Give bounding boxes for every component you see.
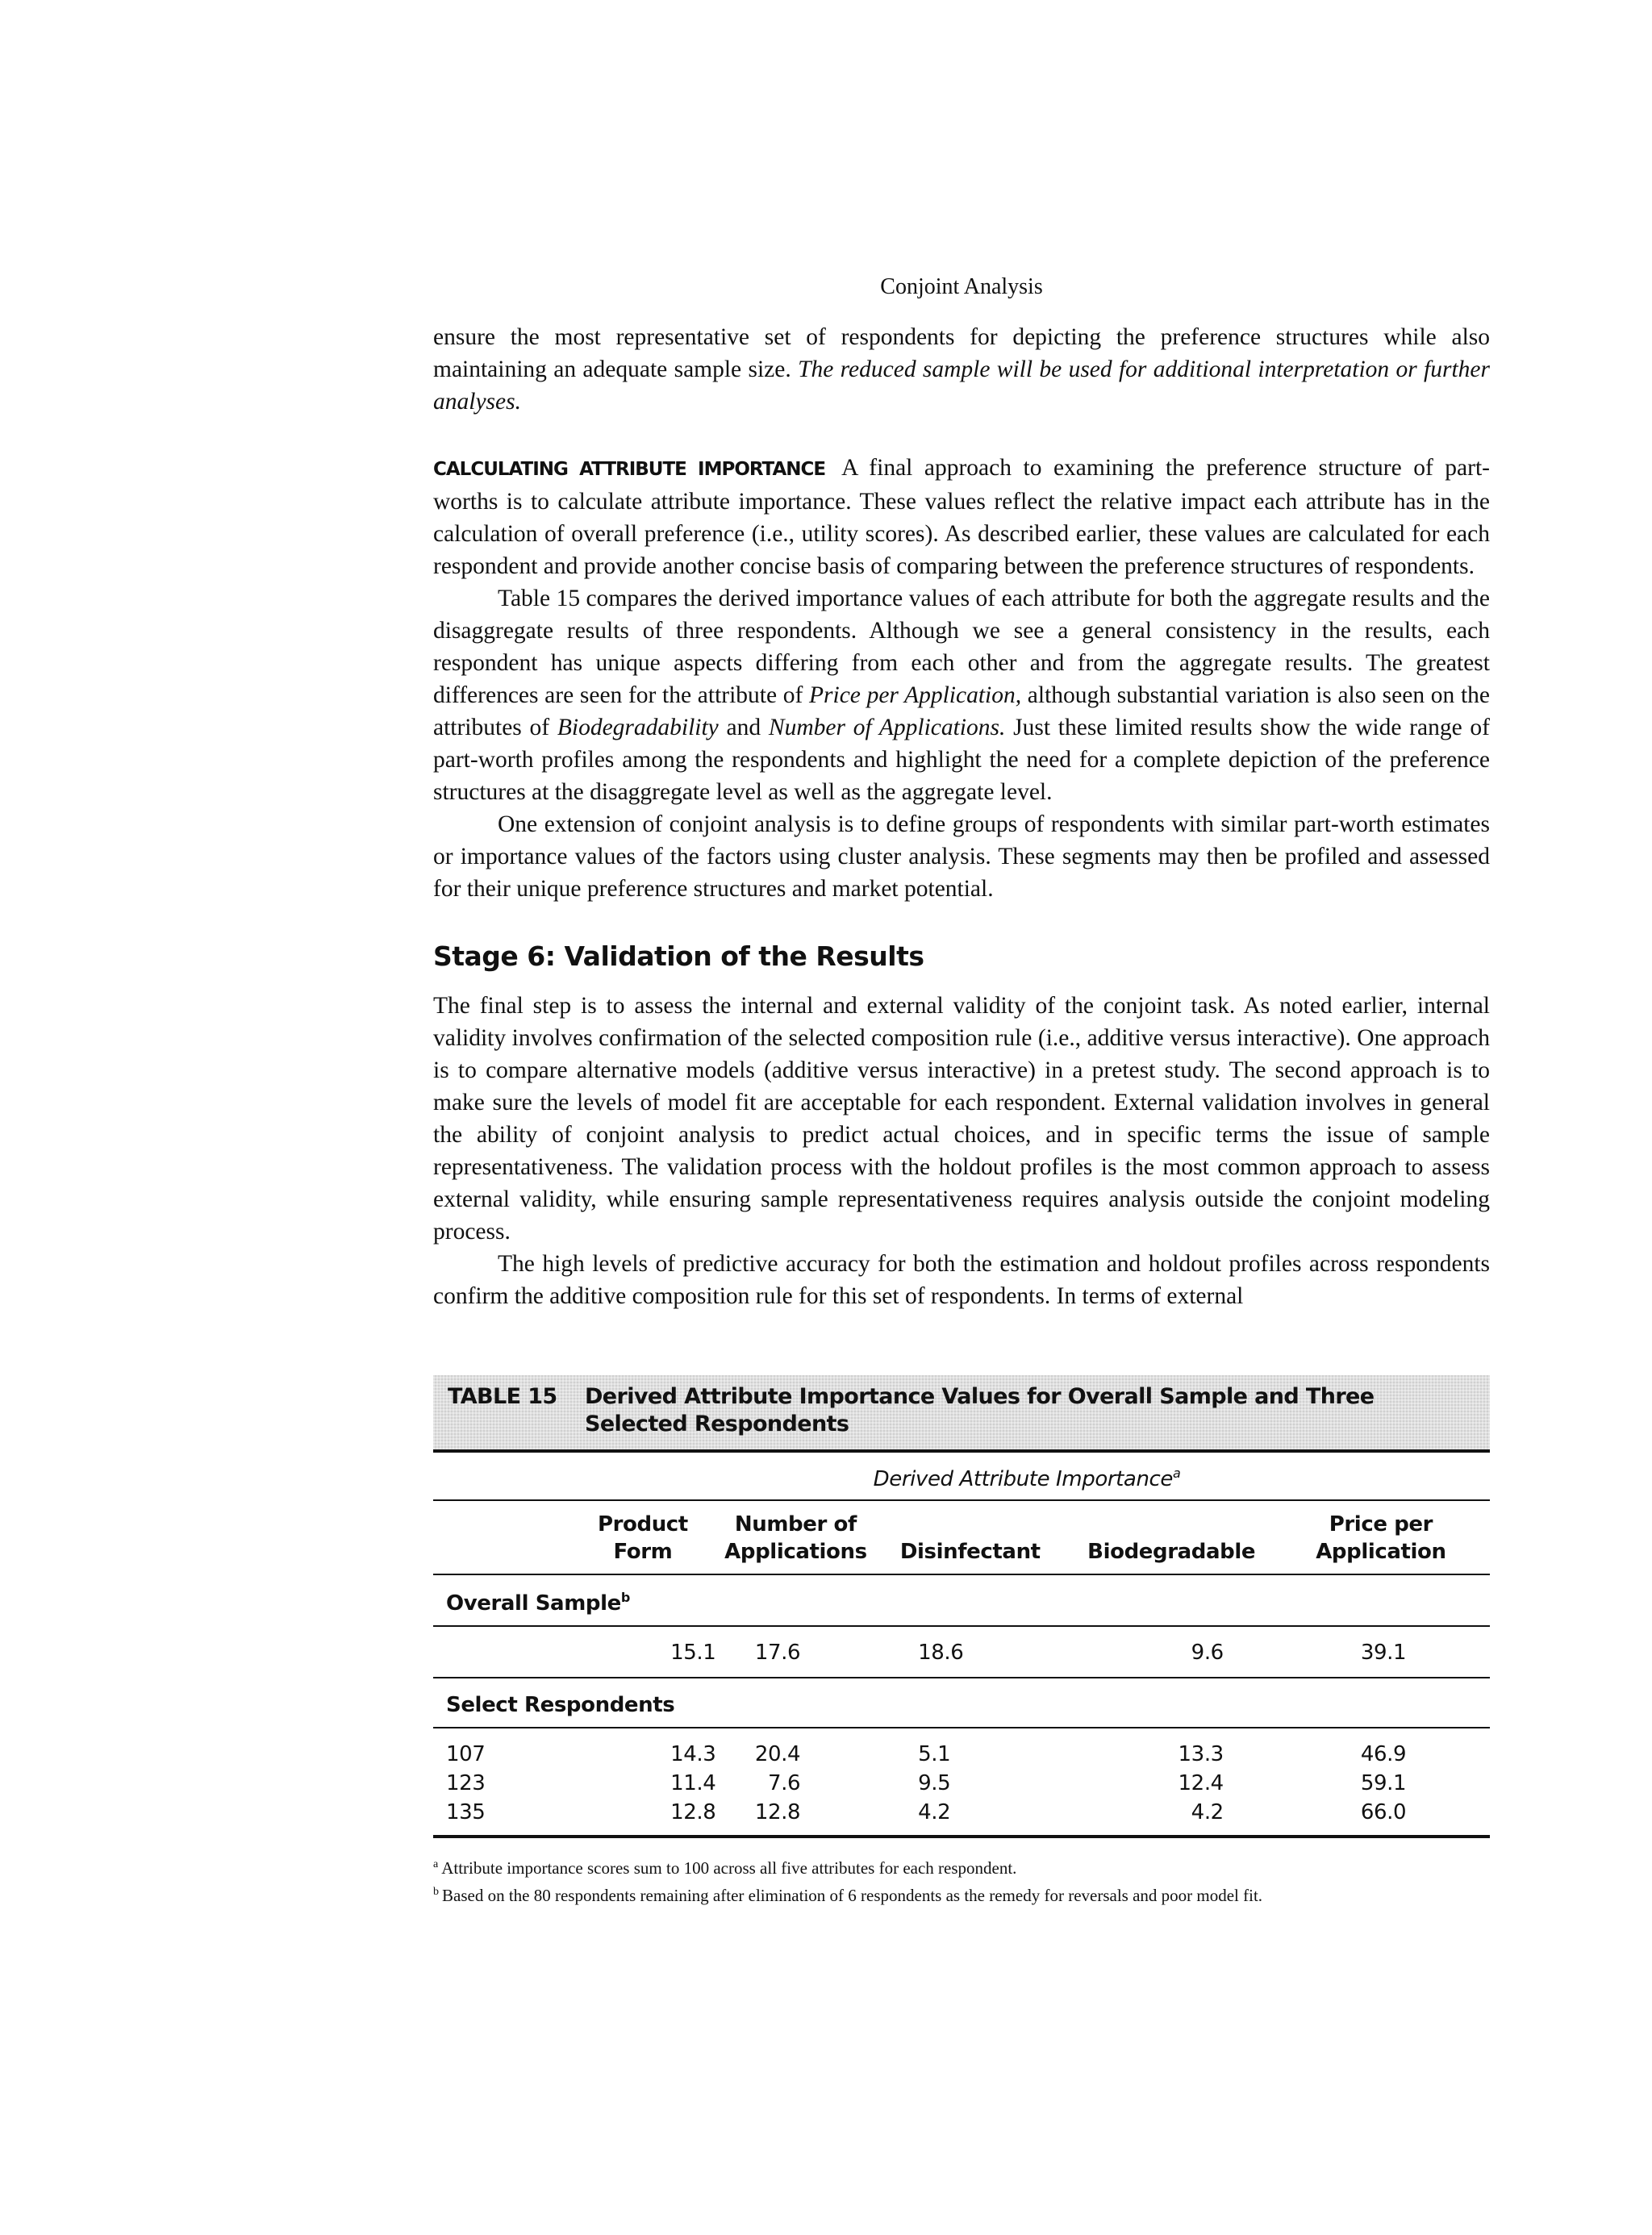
column-header-row xyxy=(433,1500,1490,1574)
table-spanner xyxy=(564,1453,1490,1500)
table-row xyxy=(433,1798,1490,1837)
table-cell: 4.2 xyxy=(1070,1798,1271,1837)
paragraph-intro-text: ensure the most representative set of respondents for depicting the preference structures while also maintaining an adequate sample size. xyxy=(433,324,1490,382)
table-spanner-row xyxy=(433,1453,1490,1500)
table-cell: 15.1 xyxy=(564,1626,722,1678)
group-label-overall-sample xyxy=(433,1574,1490,1626)
group-label-select-respondents: Select Respondents xyxy=(433,1678,1490,1728)
column-header-number-of-applications xyxy=(722,1500,870,1574)
column-header-disinfectant xyxy=(870,1500,1070,1574)
table-row xyxy=(433,1728,1490,1769)
footnote-b xyxy=(433,1880,1490,1908)
column-header-product-form xyxy=(564,1500,722,1574)
header-line: Disinfectant xyxy=(899,1540,1041,1564)
paragraph-calc-2 xyxy=(433,582,1490,808)
spanner-blank-cell xyxy=(433,1453,564,1500)
header-line: Biodegradable xyxy=(1087,1540,1256,1564)
footnote-text: Based on the 80 respondents remaining after elimination of 6 respondents as the remedy for reversals and poor model fit. xyxy=(442,1886,1263,1905)
footnote-mark: a xyxy=(433,1858,439,1870)
table-cell: 18.6 xyxy=(870,1626,1070,1678)
table-cell: 12.8 xyxy=(564,1798,722,1837)
table-cell: 20.4 xyxy=(754,1742,801,1766)
header-line: Application xyxy=(1316,1540,1446,1564)
group-row-select-respondents xyxy=(433,1678,1490,1728)
table-cell: 46.9 xyxy=(1360,1742,1407,1766)
paragraph-stage6-1: The final step is to assess the internal and external validity of the conjoint task. As noted earlier, internal validity involves confirmation of the selected composition rule (i.e., additive versus interactive). One approach is to compare alternative models (additive versus interactive) in a pretest study. The second approach is to make sure the levels of model fit are acceptable for each respondent. External validation involves in general the ability of conjoint analysis to predict actual choices, and in specific terms the issue of sample representativeness. The validation process with the holdout profiles is the most common approach to assess external validity, while ensuring sample representativeness requires analysis outside the conjoint modeling process. xyxy=(433,993,1490,1245)
spanner-label: Derived Attribute Importance xyxy=(873,1467,1174,1491)
paragraph-calc-2-part-b: although substantial variation is also seen on the attributes of xyxy=(433,682,1490,740)
paragraph-intro-emphasis: The reduced sample will be used for additional interpretation or further analyses. xyxy=(433,357,1490,415)
table-cell: 5.1 xyxy=(918,1742,951,1766)
table-cell: 13.3 xyxy=(1178,1742,1224,1766)
overall-footnote-mark: b xyxy=(620,1590,630,1605)
running-head: Conjoint Analysis xyxy=(880,274,1043,299)
paragraph-calc-1 xyxy=(433,452,1490,582)
table-number: TABLE 15 xyxy=(448,1384,557,1409)
paragraph-intro xyxy=(433,321,1490,418)
group-label: Overall Sample xyxy=(446,1591,621,1616)
table-cell: 39.1 xyxy=(1272,1626,1490,1678)
emphasis-number-of-applications: Number of Applications. xyxy=(768,715,1006,740)
footnote-text: Attribute importance scores sum to 100 across all five attributes for each respondent. xyxy=(441,1858,1017,1878)
header-line: Applications xyxy=(724,1540,867,1564)
paragraph-stage6-2: The high levels of predictive accuracy for both the estimation and holdout profiles across respondents confirm the additive composition rule for this set of respondents. In terms of external xyxy=(433,1251,1490,1309)
importance-table xyxy=(433,1453,1490,1838)
section-gap xyxy=(433,418,1490,452)
table-cell: 14.3 xyxy=(670,1742,716,1766)
paragraph-calc-2-part-c: and xyxy=(718,715,769,740)
table-cell: 12.4 xyxy=(1178,1771,1224,1795)
section-heading-stage-6: Stage 6: Validation of the Results xyxy=(433,940,924,972)
header-line: Product xyxy=(597,1512,688,1537)
table-cell: 9.5 xyxy=(918,1771,951,1795)
table-cell: 17.6 xyxy=(722,1626,870,1678)
header-line: Price per xyxy=(1329,1512,1433,1537)
table-15 xyxy=(433,1375,1490,1908)
page xyxy=(433,274,1490,1908)
emphasis-biodegradability: Biodegradability xyxy=(557,715,719,740)
table-cell-id: 123 xyxy=(446,1771,486,1795)
table-cell: 11.4 xyxy=(670,1771,716,1795)
header-line: Number of xyxy=(734,1512,857,1537)
column-header-price-per-application xyxy=(1272,1500,1490,1574)
table-cell: 59.1 xyxy=(1360,1771,1407,1795)
table-caption xyxy=(433,1375,1490,1453)
paragraph-calc-1-text: A final approach to examining the preference structure of part-worths is to calculate attribute importance. These values reflect the relative impact each attribute has in the calculation of overall preference (i.e., utility scores). As described earlier, these values are calculated for each respondent and provide another concise basis of comparing between the preference structures of respondents. xyxy=(433,455,1490,579)
table-cell: 7.6 xyxy=(767,1771,801,1795)
paragraph-calc-3: One extension of conjoint analysis is to define groups of respondents with similar part-worth estimates or importance values of the factors using cluster analysis. These segments may then be profiled and assessed for their unique preference structures and market potential. xyxy=(433,811,1490,902)
footnote-a xyxy=(433,1853,1490,1880)
runin-heading-calculating-attribute-importance: CALCULATING ATTRIBUTE IMPORTANCE xyxy=(433,459,826,480)
table-cell: 66.0 xyxy=(1272,1798,1490,1837)
table-title: Derived Attribute Importance Values for Overall Sample and Three Selected Respondents xyxy=(585,1384,1375,1436)
table-cell: 4.2 xyxy=(870,1798,1070,1837)
table-cell-id xyxy=(433,1626,564,1678)
footnote-mark: b xyxy=(433,1886,439,1898)
table-cell-id: 135 xyxy=(433,1798,564,1837)
table-cell: 9.6 xyxy=(1070,1626,1271,1678)
table-cell: 12.8 xyxy=(722,1798,870,1837)
table-cell-id: 107 xyxy=(446,1742,486,1766)
table-footnotes xyxy=(433,1853,1490,1908)
group-row-overall-sample xyxy=(433,1574,1490,1626)
column-header-blank xyxy=(433,1500,564,1574)
spanner-footnote-mark: a xyxy=(1173,1466,1181,1481)
header-line: Form xyxy=(613,1540,673,1564)
column-header-biodegradable xyxy=(1070,1500,1271,1574)
paragraph-calc-2-part-a: Table 15 compares the derived importance values of each attribute for both the aggregate results and the disaggregate results of three respondents. Although we see a general consistency in the results, each respondent has unique aspects differing from each other and from the aggregate results. The greatest differences are seen for the attribute of xyxy=(433,586,1490,708)
paragraph-calc-2-part-d: Just these limited results show the wide range of part-worth profiles among the respondents and highlight the need for a complete depiction of the preference structures at the disaggregate level as well as the aggregate level. xyxy=(433,715,1490,805)
table-row xyxy=(433,1769,1490,1798)
table-row-overall xyxy=(433,1626,1490,1678)
emphasis-price-per-application: Price per Application, xyxy=(809,682,1022,708)
